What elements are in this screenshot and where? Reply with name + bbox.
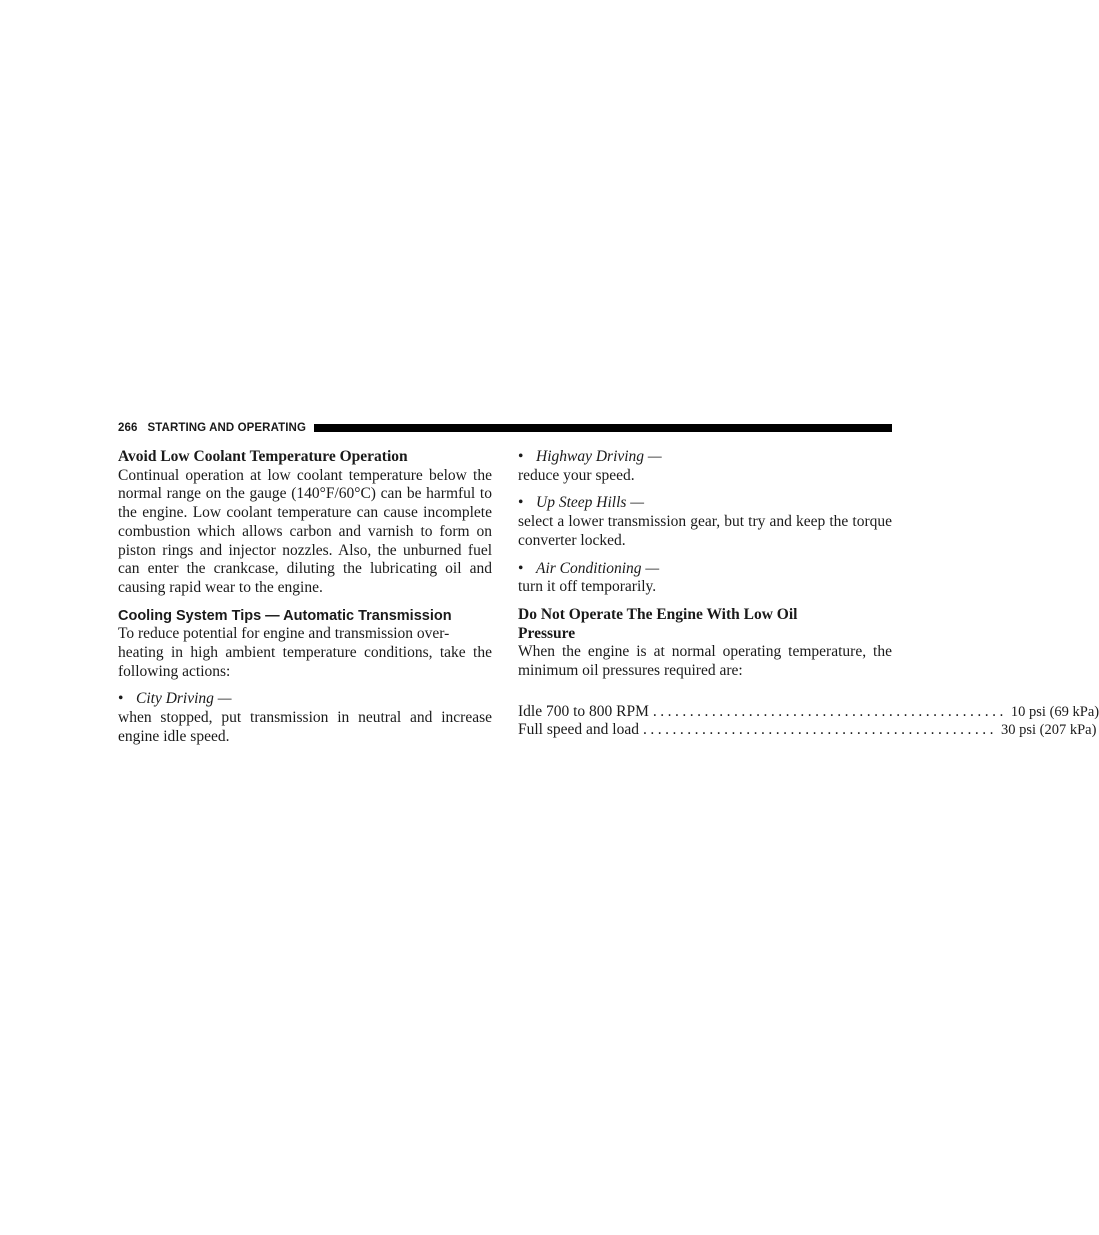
bullet-air-conditioning [518, 560, 892, 597]
bullet-text: when stopped, put transmission in neutral and increase engine idle speed. [118, 709, 492, 745]
paragraph-oil-pressure: When the engine is at normal operating temperature, the minimum oil pressures required are: [518, 643, 892, 680]
bullet-title: Highway Driving — [536, 448, 662, 465]
page-number: 266 [118, 422, 138, 434]
header-rule [314, 424, 892, 432]
oil-pressure-table [518, 702, 1099, 740]
heading-low-oil-pressure: Do Not Operate The Engine With Low Oil Pressure [518, 605, 798, 642]
spec-row-idle [518, 702, 1099, 722]
page-header [118, 420, 892, 436]
section-title: STARTING AND OPERATING [147, 422, 307, 434]
bullet-title: Up Steep Hills — [536, 494, 645, 512]
bullet-title: Air Conditioning — [536, 559, 660, 577]
heading-cooling-tips: Cooling System Tips — Automatic Transmission [118, 607, 452, 624]
right-column [518, 448, 1099, 740]
leader-dots: ................................................ [652, 702, 1007, 720]
spec-label: Idle 700 to 800 RPM [518, 702, 649, 720]
bullet-up-steep-hills [518, 494, 892, 550]
spec-value: 30 psi (207 kPa) [1000, 722, 1097, 739]
bullet-mark: • [518, 559, 524, 577]
bullet-city-driving [118, 690, 492, 746]
spec-row-full-speed [518, 721, 1097, 740]
bullet-text: reduce your speed. [518, 466, 635, 484]
heading-low-coolant: Avoid Low Coolant Temperature Operation [118, 448, 408, 465]
bullet-mark: • [118, 690, 124, 708]
bullet-text: turn it off temporarily. [518, 578, 657, 596]
bullet-highway-driving [518, 448, 892, 485]
paragraph-low-coolant: Continual operation at low coolant temperature below the normal range on the gauge (140°F/60°C) can be harmful to the engine. Low coolant temperature can cause incomplete combustion which allows carbon and varnish to form on piston rings and injector nozzles. Also, the unburned fuel can enter the crankcase, diluting the lubricating oil and causing rapid wear to the engine. [118, 466, 492, 596]
bullet-mark: • [518, 494, 524, 512]
leader-dots: ................................................ [642, 721, 997, 739]
paragraph-cooling-tips: To reduce potential for engine and transmission over- heating in high ambient temperature conditions, take the following actions: [118, 625, 492, 680]
spec-label: Full speed and load [518, 721, 639, 739]
bullet-mark: • [518, 448, 524, 465]
left-column [118, 448, 492, 747]
spec-value: 10 psi (69 kPa) [1010, 703, 1099, 720]
bullet-text: select a lower transmission gear, but try and keep the torque converter locked. [518, 513, 892, 549]
bullet-title: City Driving — [136, 690, 232, 708]
